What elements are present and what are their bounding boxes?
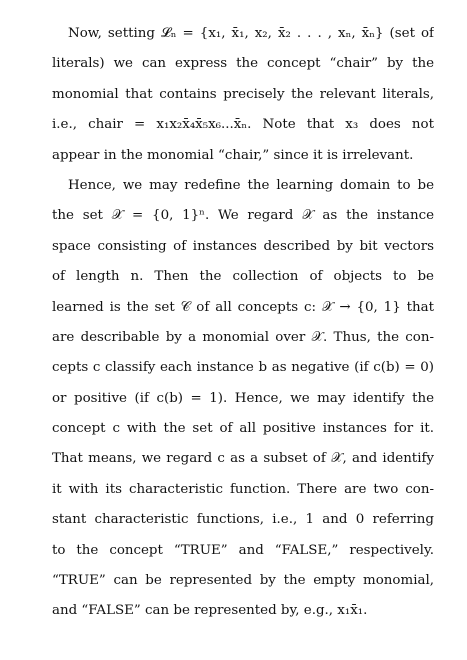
text-line: concept c with the set of all positive instances for it. [52,421,434,437]
text-line: are describable by a monomial over 𝒳. Thus, the con- [52,329,434,345]
text-line: it with its characteristic function. There are two con- [52,481,434,497]
text-line: cepts c classify each instance b as negative (if c(b) = 0) [52,360,434,376]
text-line: i.e., chair = x₁x₂x̄₄x̄₅x₆...x̄ₙ. Note that x₃ does not [52,117,434,133]
text-line: space consisting of instances described by bit vectors [52,238,434,254]
text-line: of length n. Then the collection of objects to be [52,269,434,285]
text-line: monomial that contains precisely the relevant literals, [52,86,434,102]
text-line: literals) we can express the concept “chair” by the [52,56,434,72]
text-line: or positive (if c(b) = 1). Hence, we may identify the [52,390,434,406]
text-line: to the concept “TRUE” and “FALSE,” respectively. [52,542,434,558]
text-line: stant characteristic functions, i.e., 1 and 0 referring [52,512,434,528]
text-line: That means, we regard c as a subset of 𝒳, and identify [52,451,434,467]
paragraph-literals [52,19,434,171]
text-line: Now, setting 𝓛ₙ = {x₁, x̄₁, x₂, x̄₂ . . . , xₙ, x̄ₙ} (set of [68,26,434,41]
document-page [52,19,434,627]
text-line: learned is the set 𝒞 of all concepts c: 𝒳 → {0, 1} that [52,299,434,315]
text-line: and “FALSE” can be represented by, e.g., x₁x̄₁. [52,603,368,619]
paragraph-learning-domain [52,171,434,627]
text-line: “TRUE” can be represented by the empty monomial, [52,573,434,589]
text-line: the set 𝒳 = {0, 1}ⁿ. We regard 𝒳 as the instance [52,208,434,224]
text-line: Hence, we may redefine the learning domain to be [68,177,434,193]
text-line: appear in the monomial “chair,” since it is irrelevant. [52,147,414,163]
